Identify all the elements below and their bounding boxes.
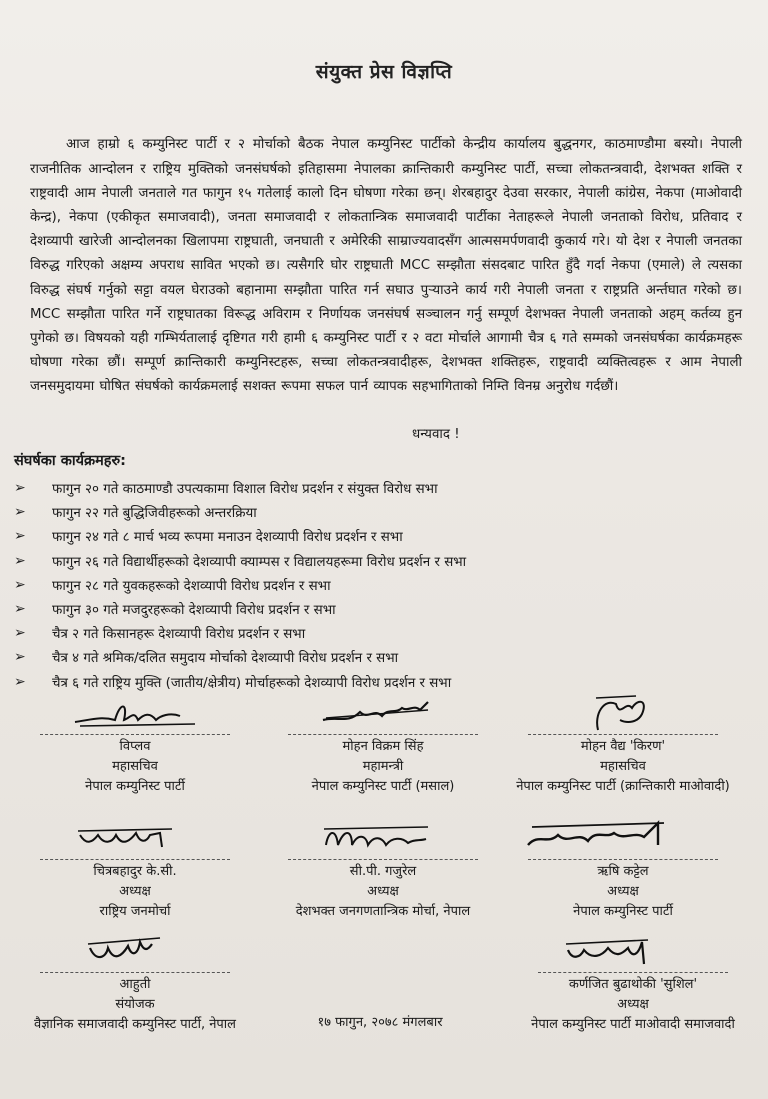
program-text: फागुन २६ गते विद्यार्थीहरूको देशव्यापी क्याम्पस र विद्यालयहरूमा विरोध प्रदर्शन र सभा xyxy=(52,554,467,570)
arrow-bullet-icon: ➢ xyxy=(14,480,26,497)
signature-mark xyxy=(508,690,738,734)
signatory-title: महामन्त्री xyxy=(362,759,404,774)
signatory-org: देशभक्त जनगणतान्त्रिक मोर्चा, नेपाल xyxy=(295,904,471,919)
signatory-name: मोहन वैद्य 'किरण' xyxy=(580,739,666,754)
signature-mark xyxy=(268,815,498,859)
signatory-block xyxy=(20,815,250,922)
signatory-block xyxy=(268,690,498,797)
signatory-title: अध्यक्ष xyxy=(119,884,151,899)
signatory-org: नेपाल कम्युनिस्ट पार्टी (मसाल) xyxy=(311,779,455,794)
arrow-bullet-icon: ➢ xyxy=(14,601,26,618)
signatory-block xyxy=(268,815,498,922)
program-text: चैत्र २ गते किसानहरू देशव्यापी विरोध प्रदर्शन र सभा xyxy=(52,627,306,643)
signature-line xyxy=(40,859,230,860)
signatory-org: नेपाल कम्युनिस्ट पार्टी xyxy=(85,779,185,794)
signatory-name: ऋषि कट्टेल xyxy=(597,864,649,879)
signatory-name: आहुती xyxy=(119,977,151,992)
signatory-name: मोहन विक्रम सिंह xyxy=(342,739,424,754)
arrow-bullet-icon: ➢ xyxy=(14,528,26,545)
thanks-text: धन्यवाद ! xyxy=(412,427,460,442)
program-text: चैत्र ६ गते राष्ट्रिय मुक्ति (जातीय/क्षेत्रीय) मोर्चाहरूको देशव्यापी विरोध प्रदर्शन र सभा xyxy=(52,675,452,691)
list-item xyxy=(14,621,734,645)
signatory-org: नेपाल कम्युनिस्ट पार्टी माओवादी समाजवादी xyxy=(531,1017,735,1032)
list-item xyxy=(14,524,734,548)
signature-line xyxy=(40,972,230,973)
signatory-block xyxy=(508,815,738,922)
signature-line xyxy=(40,734,230,735)
signature-mark xyxy=(20,690,250,734)
arrow-bullet-icon: ➢ xyxy=(14,625,26,642)
signatory-title: महासचिव xyxy=(600,759,646,774)
signatory-org: नेपाल कम्युनिस्ट पार्टी xyxy=(573,904,673,919)
list-item xyxy=(14,549,734,573)
page-title: संयुक्त प्रेस विज्ञप्ति xyxy=(315,61,453,83)
arrow-bullet-icon: ➢ xyxy=(14,649,26,666)
signature-line xyxy=(288,859,478,860)
program-text: फागुन २२ गते बुद्धिजिवीहरूको अन्तरक्रिया xyxy=(52,506,257,522)
signatory-name: चित्रबहादुर के.सी. xyxy=(93,864,177,879)
list-item xyxy=(14,500,734,524)
signature-line xyxy=(528,734,718,735)
arrow-bullet-icon: ➢ xyxy=(14,576,26,593)
signatory-title: महासचिव xyxy=(112,759,158,774)
list-item xyxy=(14,476,734,500)
signatory-name: विप्लव xyxy=(119,739,151,754)
signature-line xyxy=(528,859,718,860)
list-item xyxy=(14,597,734,621)
signature-line xyxy=(288,734,478,735)
signature-mark xyxy=(20,815,250,859)
signature-mark xyxy=(508,928,758,972)
programs-list xyxy=(14,476,734,694)
signatory-org: नेपाल कम्युनिस्ट पार्टी (क्रान्तिकारी माओवादी) xyxy=(516,779,730,794)
signatory-block xyxy=(508,690,738,797)
signature-line xyxy=(538,972,728,973)
signature-mark xyxy=(20,928,250,972)
list-item xyxy=(14,645,734,669)
program-text: फागुन २८ गते युवकहरूको देशव्यापी विरोध प्रदर्शन र सभा xyxy=(52,578,331,594)
document-date: १७ फागुन, २०७८ मंगलबार xyxy=(317,1015,443,1030)
signatory-title: अध्यक्ष xyxy=(367,884,399,899)
signatory-title: अध्यक्ष xyxy=(617,997,649,1012)
signatory-org: वैज्ञानिक समाजवादी कम्युनिस्ट पार्टी, नेपाल xyxy=(34,1017,236,1032)
programs-heading: संघर्षका कार्यक्रमहरु: xyxy=(14,453,126,469)
arrow-bullet-icon: ➢ xyxy=(14,673,26,690)
signatory-title: संयोजक xyxy=(115,997,155,1012)
signatory-block xyxy=(20,928,250,1035)
signatory-name: सी.पी. गजुरेल xyxy=(349,864,417,879)
signatory-block xyxy=(508,928,758,1035)
signature-mark xyxy=(268,690,498,734)
signatory-org: राष्ट्रिय जनमोर्चा xyxy=(99,904,171,919)
program-text: चैत्र ४ गते श्रमिक/दलित समुदाय मोर्चाको देशव्यापी विरोध प्रदर्शन र सभा xyxy=(52,651,399,667)
arrow-bullet-icon: ➢ xyxy=(14,504,26,521)
program-text: फागुन २० गते काठमाण्डौ उपत्यकामा विशाल विरोध प्रदर्शन र संयुक्त विरोध सभा xyxy=(52,482,438,498)
arrow-bullet-icon: ➢ xyxy=(14,552,26,569)
signatory-name: कर्णजित बुढाथोकी 'सुशिल' xyxy=(568,977,698,992)
program-text: फागुन ३० गते मजदुरहरूको देशव्यापी विरोध प्रदर्शन र सभा xyxy=(52,603,336,619)
body-paragraph: आज हाम्रो ६ कम्युनिस्ट पार्टी र २ मोर्चाको बैठक नेपाल कम्युनिस्ट पार्टीको केन्द्रीय कार्यालय बुद्धनगर, काठमाण्डौमा बस्यो। नेपाली राजनीतिक आन्दोलन र राष्ट्रिय मुक्तिको जनसंघर्षको इतिहासमा नेपालका क्रान्तिकारी कम्युनिस्ट पार्टी, सच्चा लोकतन्त्रवादी, देशभक्त शक्ति र राष्ट्रवादी आम नेपाली जनताले गत फागुन १५ गतेलाई कालो दिन घोषणा गरेका छन्। शेरबहादुर देउवा सरकार, नेपाली कांग्रेस, नेकपा (माओवादी केन्द्र), नेकपा (एकीकृत समाजवादी), जनता समाजवादी र लोकतान्त्रिक समाजवादी पार्टीका नेताहरूले नेपाली जनताको विरोध, प्रतिवाद र देशव्यापी खारेजी आन्दोलनका खिलापमा राष्ट्रघाती, जनघाती र अमेरिकी साम्राज्यवादसँग आत्मसमर्पणवादी कुकार्य गरे। यो देश र नेपाली जनतका विरुद्ध गरिएको अक्षम्य अपराध सावित भएको छ। त्यसैगरि घोर राष्ट्रघाती MCC सम्झौता संसदबाट पारित हुँदै गर्दा नेकपा (एमाले) ले त्यसका विरुद्ध संघर्ष गर्नुको सट्टा वयल घेराउको बहानामा सम्झौता पारित गर्न सघाउ पुऱ्याउने कार्य गरी नेपाली जनता र राष्ट्रप्रति अर्न्तघात गरेको छ। MCC सम्झौता पारित गर्ने राष्ट्रघातका विरूद्ध अविराम र निर्णायक जनसंघर्ष सञ्चालन गर्नु सम्पूर्ण देशभक्त नेपाली जनताको अहम् कर्तव्य हुन पुगेको छ। विषयको यही गम्भिर्यतालाई दृष्टिगत गरी हामी ६ कम्युनिस्ट पार्टी र २ वटा मोर्चाले आगामी चैत्र ६ गते सम्मको जनसंघर्षका कार्यक्रमहरू घोषणा गरेका छौं। सम्पूर्ण क्रान्तिकारी कम्युनिस्टहरू, सच्चा लोकतन्त्रवादीहरू, देशभक्त शक्तिहरू, राष्ट्रवादी व्यक्तित्वहरू र आम नेपाली जनसमुदायमा घोषित संघर्षको कार्यक्रमलाई सशक्त रूपमा सफल पार्न व्यापक सहभागिताको निम्ति विनम्र अनुरोध गर्दछौं। xyxy=(30,137,742,395)
list-item xyxy=(14,573,734,597)
signatory-title: अध्यक्ष xyxy=(607,884,639,899)
signatory-block xyxy=(20,690,250,797)
program-text: फागुन २४ गते ८ मार्च भव्य रूपमा मनाउन देशव्यापी विरोध प्रदर्शन र सभा xyxy=(52,530,403,546)
signature-mark xyxy=(508,815,738,859)
